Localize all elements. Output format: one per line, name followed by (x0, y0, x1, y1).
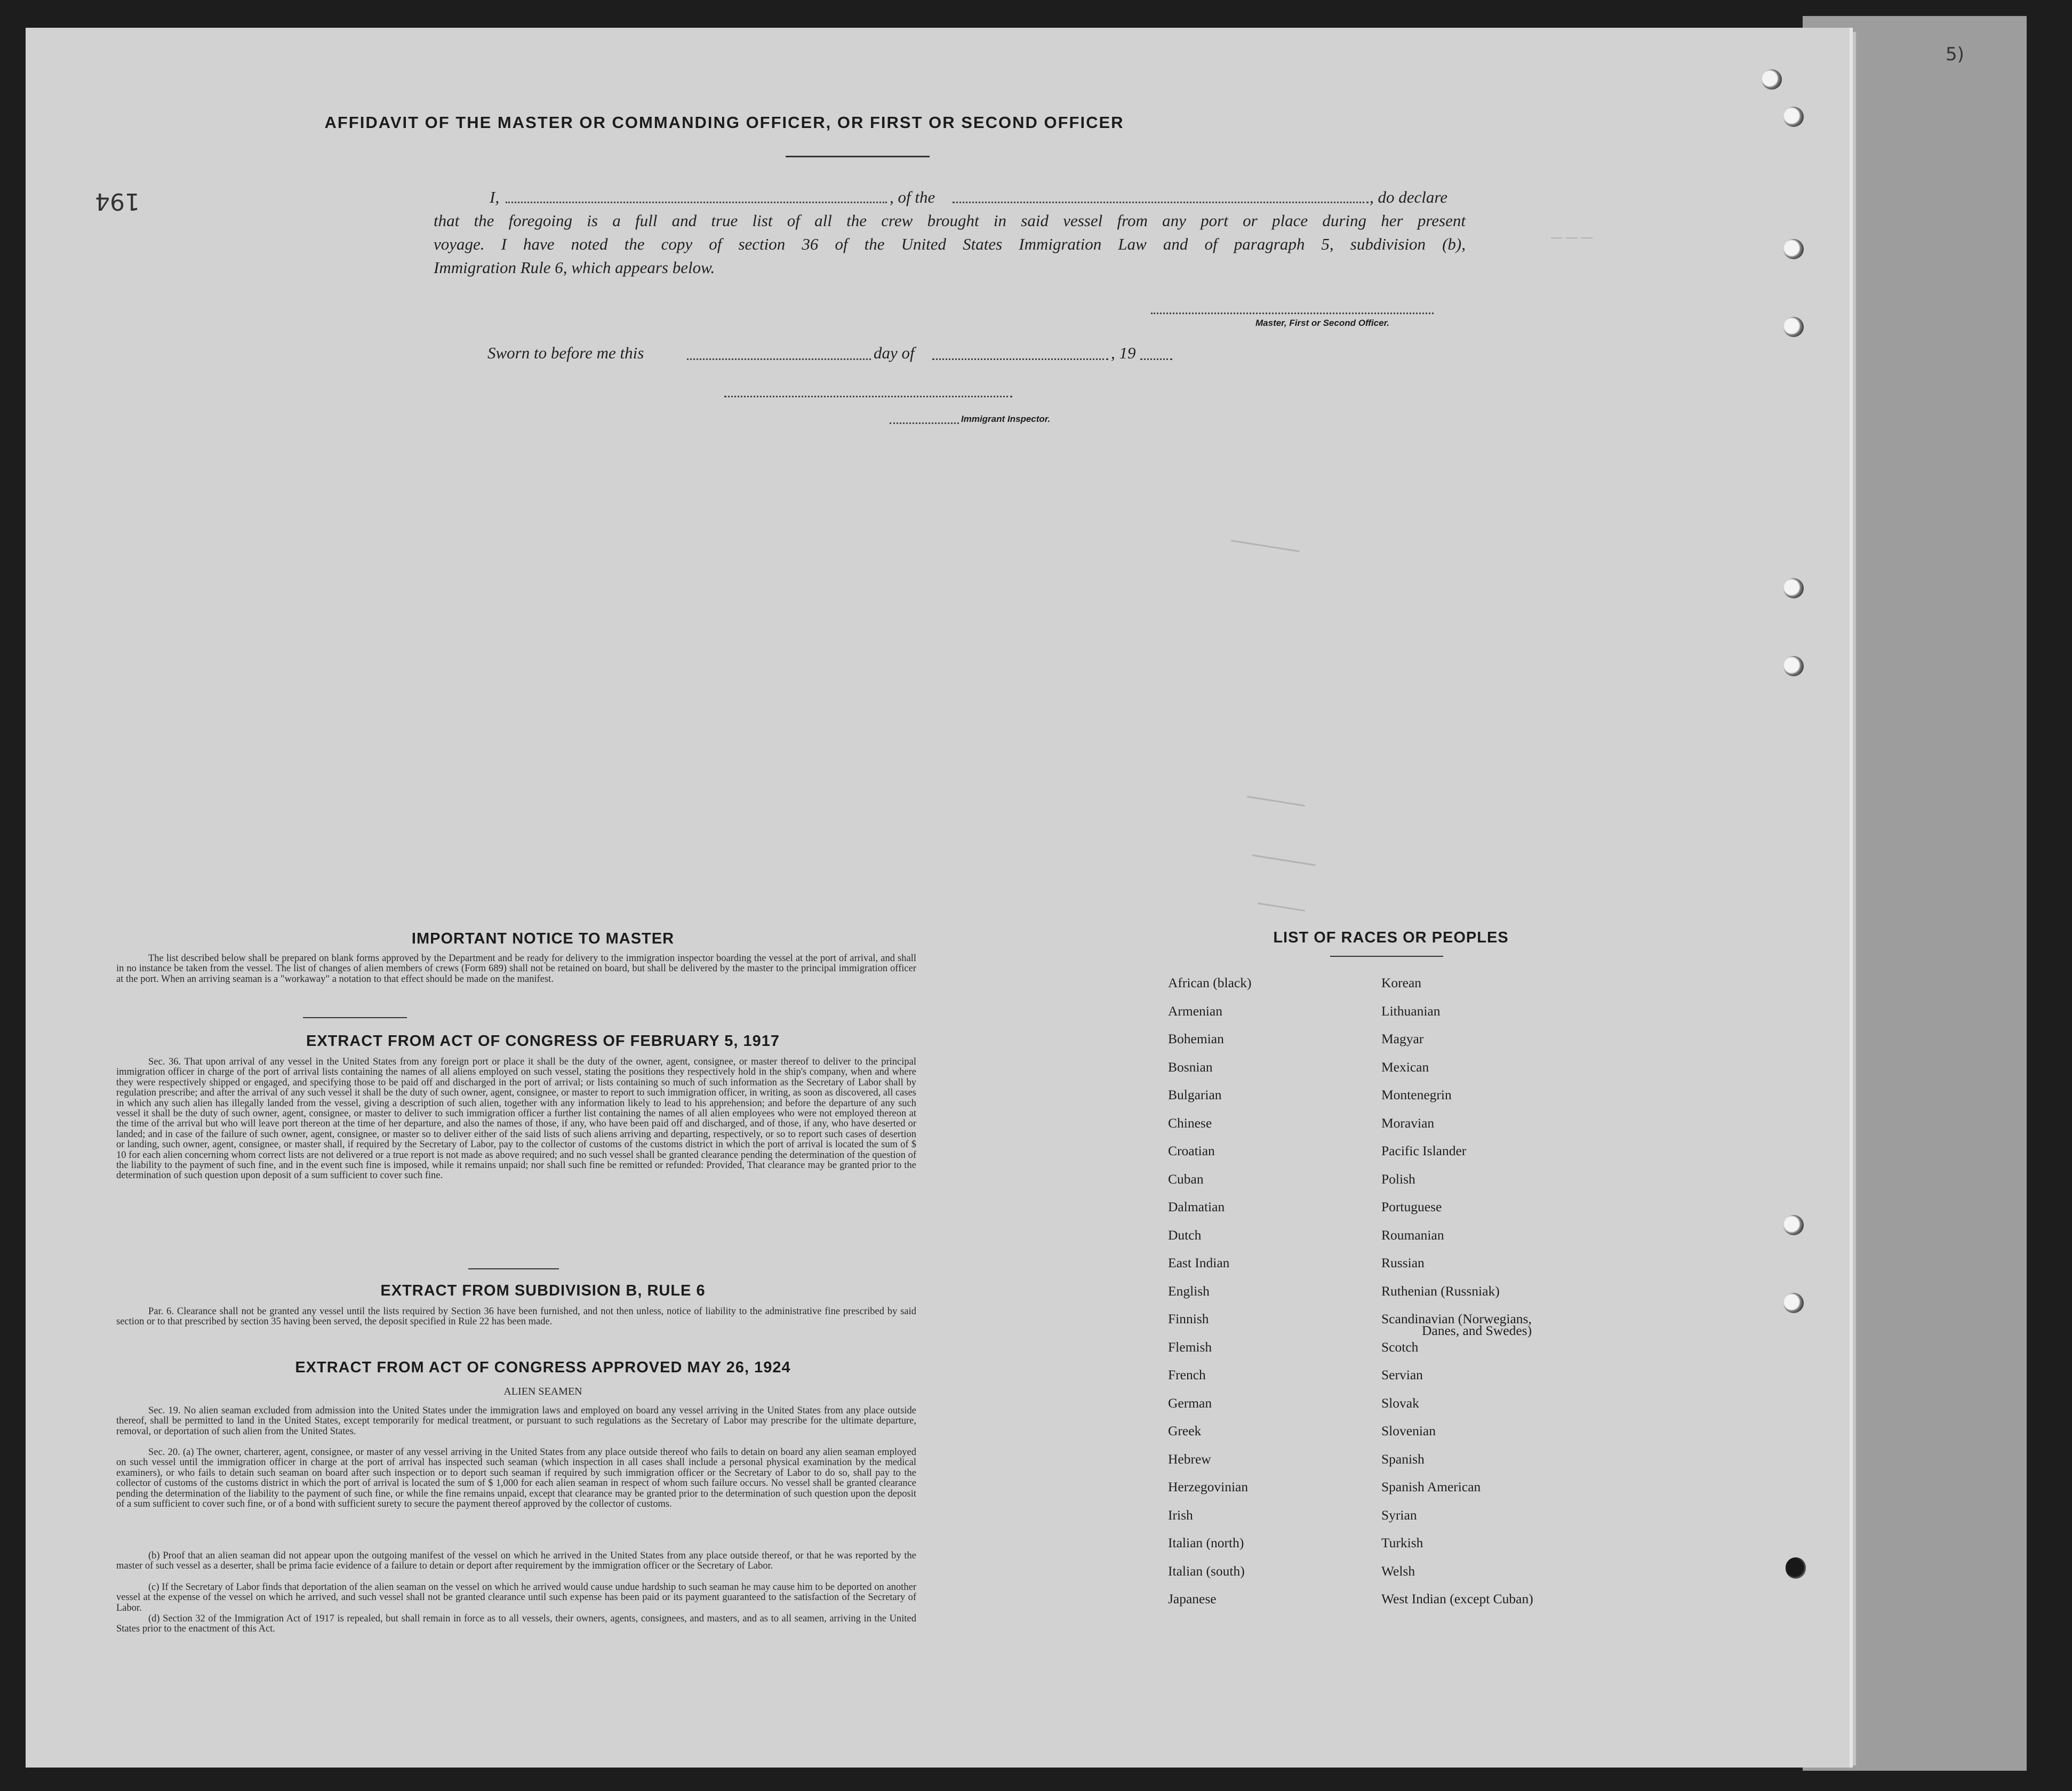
bleed-through-stroke (1258, 902, 1305, 912)
divider (468, 1268, 559, 1269)
affidavit-title: AFFIDAVIT OF THE MASTER OR COMMANDING OFFICER, OR FIRST OR SECOND OFFICER (324, 113, 1124, 132)
vessel-blank[interactable] (953, 202, 1369, 203)
punch-hole (1783, 656, 1804, 676)
extract-1924-sec19: Sec. 19. No alien seaman excluded from admission into the United States under the immigration laws and employed on board any vessel arriving in the United States from any place outside thereof, shall be permitted to land in the United States, except temporarily for medical treatment, or pursuant to such regulations as the Secretary of Labor may prescribe for the ultimate departure, removal, or deportation of such alien from the United States. (116, 1405, 916, 1437)
race-item: Roumanian (1381, 1227, 1444, 1243)
inspector-label: Immigrant Inspector. (961, 414, 1051, 424)
inspector-prefix-blank (890, 422, 959, 424)
notice-title: IMPORTANT NOTICE TO MASTER (411, 930, 675, 947)
bleed-through-stroke (1247, 796, 1305, 806)
corner-mark: 5) (1946, 44, 1964, 65)
race-item: Herzegovinian (1168, 1479, 1249, 1494)
race-item: Syrian (1381, 1507, 1417, 1523)
punch-hole (1762, 69, 1782, 90)
sworn-year: , 19 (1111, 343, 1136, 362)
race-item: Korean (1381, 975, 1422, 990)
sworn-month-blank[interactable] (932, 358, 1108, 360)
extract-1924-sec20c: (c) If the Secretary of Labor finds that deportation of the alien seaman on the vessel on which he arrived would cause undue hardship to such seaman he may cause him to be deported on another vessel at the expense of the vessel on which he arrived, and such vessel shall not be granted clearance until such expense has been paid or its payment guaranteed to the satisfaction of the Secretary of Labor. (116, 1582, 916, 1613)
extract-rule6-title: EXTRACT FROM SUBDIVISION B, RULE 6 (380, 1282, 706, 1299)
race-item: Mexican (1381, 1059, 1429, 1075)
bleed-through-mark: — — — (1551, 230, 1593, 244)
extract-1924-subtitle: ALIEN SEAMEN (503, 1386, 582, 1397)
race-item: Armenian (1168, 1003, 1222, 1019)
race-item: Italian (south) (1168, 1563, 1245, 1579)
race-item: Flemish (1168, 1339, 1212, 1355)
race-item: Dutch (1168, 1227, 1202, 1243)
race-item: East Indian (1168, 1255, 1230, 1270)
extract-1924-sec20d: (d) Section 32 of the Immigration Act of 1917 is repealed, but shall remain in force as to all vessels, their owners, agents, consignees, and masters, and as to all seamen, arriving in the United States prior to the enactment of this Act. (116, 1613, 916, 1635)
race-item: Magyar (1381, 1031, 1424, 1046)
affidavit-i: I, (490, 188, 500, 206)
manifest-page (26, 28, 1964, 1768)
race-item: Turkish (1381, 1535, 1423, 1550)
race-item: Pacific Islander (1381, 1143, 1467, 1158)
extract-1924-sec20b: (b) Proof that an alien seaman did not appear upon the outgoing manifest of the vessel on which he arrived in the United States from any place outside thereof, or that he was reported by the master of such vessel as a deserter, shall be prima facie evidence of a failure to detain or deport after requirement by the immigration officer or the Secretary of Labor. (116, 1550, 916, 1572)
bleed-through-stroke (1231, 540, 1300, 552)
race-item: African (black) (1168, 975, 1252, 990)
race-item: Russian (1381, 1255, 1425, 1270)
race-item: Portuguese (1381, 1199, 1442, 1214)
punch-hole (1786, 1558, 1806, 1579)
inspector-signature-blank[interactable] (724, 396, 1012, 397)
extract-1924-title: EXTRACT FROM ACT OF CONGRESS APPROVED MAY 26, 1924 (295, 1359, 791, 1376)
races-underline (1330, 956, 1443, 957)
punch-hole (1783, 1215, 1804, 1235)
race-item: Cuban (1168, 1171, 1204, 1187)
race-item: Bulgarian (1168, 1087, 1222, 1102)
race-item: Spanish American (1381, 1479, 1481, 1494)
affidavit-line-3: voyage. I have noted the copy of section 36 of the United States Immigration Law and of paragraph 5, subdivision (b), (434, 235, 1466, 253)
affidavit-line-4: Immigration Rule 6, which appears below. (434, 258, 715, 277)
title-underline (786, 156, 930, 157)
race-item: Servian (1381, 1367, 1423, 1382)
race-item: Finnish (1168, 1311, 1209, 1326)
punch-hole (1783, 317, 1804, 337)
sworn-day-blank[interactable] (687, 358, 871, 360)
race-item: Greek (1168, 1423, 1202, 1438)
affidavit-declare: , do declare (1370, 188, 1448, 206)
sworn-day-of: day of (874, 343, 915, 362)
race-item: Croatian (1168, 1143, 1215, 1158)
extract-1917-title: EXTRACT FROM ACT OF CONGRESS OF FEBRUARY 5, 1917 (306, 1033, 780, 1050)
punch-hole (1783, 1293, 1804, 1313)
race-item: Polish (1381, 1171, 1415, 1187)
sworn-prefix: Sworn to before me this (487, 343, 644, 362)
race-item: Ruthenian (Russniak) (1381, 1283, 1500, 1299)
race-item: Welsh (1381, 1563, 1415, 1579)
race-item: West Indian (except Cuban) (1381, 1591, 1533, 1606)
race-item: Moravian (1381, 1115, 1435, 1131)
name-blank[interactable] (506, 202, 887, 203)
affidavit-line-2: that the foregoing is a full and true list of all the crew brought in said vessel from any port or place during her present (434, 211, 1466, 230)
signature-blank[interactable] (1151, 313, 1434, 314)
race-item: Italian (north) (1168, 1535, 1244, 1550)
race-item: Slovak (1381, 1395, 1419, 1411)
race-item: Scandinavian (Norwegians, (1381, 1311, 1532, 1326)
extract-1924-sec20a: Sec. 20. (a) The owner, charterer, agent, consignee, or master of any vessel arriving in the United States from any place outside thereof who fails to detain on board any alien seaman employed on such vessel until the immigration officer in charge at the port of arrival has inspected such seaman (which inspection in all cases shall include a personal physical examination by the medical examiners), or who fails to detain such seaman on board after such inspection or to deport such seaman if required by such immigration officer or the Secretary of Labor to do so, shall pay to the collector of customs of the customs district in which the port of arrival is located the sum of $ 1,000 for each alien seaman in respect of whom such failure occurs. No vessel shall be granted clearance pending the determination of the liability to the payment of such fine, or while the fine remains unpaid, except that clearance may be granted prior to the determination of such question upon the deposit of a sum sufficient to cover such fine, or of a bond with sufficient surety to secure the payment thereof approved by the collector of customs. (116, 1447, 916, 1510)
race-item: Dalmatian (1168, 1199, 1225, 1214)
punch-hole (1783, 239, 1804, 259)
punch-hole (1783, 578, 1804, 598)
signature-label: Master, First or Second Officer. (1255, 318, 1389, 328)
race-item: Bohemian (1168, 1031, 1224, 1046)
bleed-through-stroke (1252, 854, 1316, 866)
race-item: Bosnian (1168, 1059, 1213, 1075)
sworn-year-blank[interactable] (1140, 358, 1172, 360)
race-item: Irish (1168, 1507, 1193, 1523)
race-item: German (1168, 1395, 1212, 1411)
race-item-continuation: Danes, and Swedes) (1422, 1323, 1532, 1338)
race-item: Montenegrin (1381, 1087, 1452, 1102)
extract-rule6-body: Par. 6. Clearance shall not be granted any vessel until the lists required by Section 36 have been furnished, and not then unless, notice of liability to the administrative fine prescribed by said section or to that prescribed by section 35 having been served, the deposit specified in Rule 22 has been made. (116, 1306, 916, 1328)
race-item: Lithuanian (1381, 1003, 1441, 1019)
handwritten-page-number: 194 (95, 188, 140, 215)
divider (303, 1017, 407, 1018)
race-item: Hebrew (1168, 1451, 1211, 1467)
race-item: Spanish (1381, 1451, 1425, 1467)
race-item: Scotch (1381, 1339, 1419, 1355)
affidavit-of-the: , of the (890, 188, 935, 206)
notice-body: The list described below shall be prepared on blank forms approved by the Department and be ready for delivery to the immigration inspector boarding the vessel at the port of arrival, and shall in no instance be taken from the vessel. The list of changes of alien members of crews (Form 689) shall not be retained on board, but shall be delivered by the master to the principal immigration officer at the port. When an arriving seaman is a "workaway" a notation to that effect should be made on the manifest. (116, 953, 916, 985)
race-item: Slovenian (1381, 1423, 1436, 1438)
race-item: French (1168, 1367, 1206, 1382)
race-item: Japanese (1168, 1591, 1217, 1606)
punch-hole (1783, 107, 1804, 127)
race-item: Chinese (1168, 1115, 1212, 1131)
races-title: LIST OF RACES OR PEOPLES (1273, 929, 1509, 946)
race-item: English (1168, 1283, 1210, 1299)
extract-1917-body: Sec. 36. That upon arrival of any vessel in the United States from any foreign port or place it shall be the duty of the owner, agent, consignee, or master thereof to deliver to the principal immigration officer in charge of the port of arrival lists containing the names of all aliens employed on such vessel, stating the positions they respectively hold in the ship's company, when and where they were respectively shipped or engaged, and specifying those to be paid off and discharged in the port of arrival; or lists containing so much of such information as the Secretary of Labor shall by regulation prescribe; and after the arrival of any such vessel it shall be the duty of such owner, agent, consignee, or master to report to such immigration officer, in writing, as soon as discovered, all cases in which any such alien has illegally landed from the vessel, giving a description of such alien, together with any information likely to lead to his apprehension; and before the departure of any such vessel it shall be the duty of such owner, agent, consignee, or master to deliver to such immigration officer a further list containing the names of all alien employees who were not employed thereon at the time of the arrival but who will leave port thereon at the time of her departure, and also the names of those, if any, who have been paid off and discharged, and of those, if any, who have deserted or landed; and in case of the failure of such owner, agent, consignee, or master so to deliver either of the said lists of such aliens arriving and departing, respectively, or so to report such cases of desertion or landing, such owner, agent, consignee, or master shall, if required by the Secretary of Labor, pay to the collector of customs of the customs district in which the port of arrival is located the sum of $ 10 for each alien concerning whom correct lists are not delivered or a true report is not made as above required; and no such vessel shall be granted clearance pending the determination of the question of the liability to the payment of such fine, and in the event such fine is imposed, while it remains unpaid; nor shall such fine be remitted or refunded: Provided, That clearance may be granted prior to the determination of such question upon deposit of a sum sufficient to cover such fine. (116, 1057, 916, 1181)
